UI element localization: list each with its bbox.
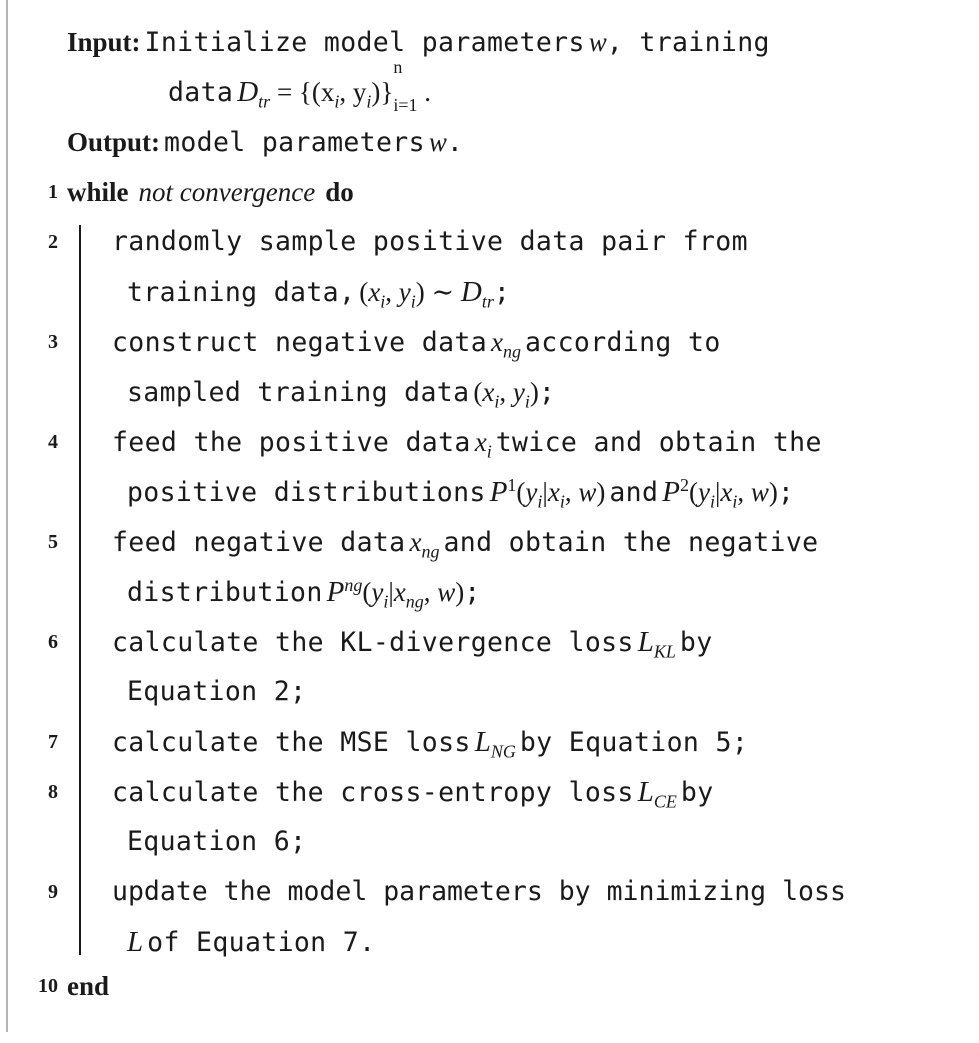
step-2-line-1: randomly sample positive data pair from bbox=[112, 226, 748, 257]
while-condition: not convergence bbox=[138, 177, 316, 207]
loop-body-bar bbox=[79, 225, 81, 955]
step-6-line-2: Equation 2; bbox=[127, 676, 307, 707]
png-formula: $P^{ng}(y_i|x_{ng}$, w) bbox=[326, 575, 465, 612]
while-line bbox=[67, 167, 354, 217]
output-w: w bbox=[428, 127, 447, 157]
input-text: Initialize model parameters bbox=[144, 27, 585, 58]
ng-loss-symbol: $L_{NG}$ bbox=[474, 726, 516, 762]
negative-data-symbol: $x_{ng}$ bbox=[491, 327, 521, 362]
input-dataset-formula: $D_{tr} = \{(x_i$, $y_i$)} n $_{i=1}$ . bbox=[237, 57, 432, 116]
line-number-4: 4 bbox=[48, 431, 58, 453]
step-9-line-1: update the model parameters by minimizing loss bbox=[112, 876, 846, 907]
input-line bbox=[67, 17, 770, 67]
step-6-line-1: calculate the KL-divergence loss $L_{KL}$ by bbox=[112, 626, 713, 662]
while-keyword: while bbox=[67, 177, 129, 207]
step-4-line-1: feed the positive data $x_i$ twice and obtain the bbox=[112, 427, 822, 462]
positive-data-symbol: $x_i$ bbox=[474, 427, 492, 462]
negative-data-symbol-2: $x_{ng}$ bbox=[409, 527, 440, 562]
line-number-6: 6 bbox=[48, 631, 58, 653]
line-number-8: 8 bbox=[48, 781, 58, 803]
output-label: Output: bbox=[67, 127, 161, 157]
step-9-line-2: L of Equation 7. bbox=[127, 926, 376, 958]
output-text: model parameters bbox=[164, 127, 425, 158]
input-text-2: , training bbox=[606, 27, 770, 58]
line-number-5: 5 bbox=[48, 531, 58, 553]
line-number-9: 9 bbox=[48, 881, 58, 903]
input-w: w bbox=[588, 27, 607, 57]
end-line bbox=[67, 961, 109, 1011]
line-number-1: 1 bbox=[48, 181, 58, 203]
end-keyword: end bbox=[67, 971, 110, 1001]
input-label: Input: bbox=[67, 27, 141, 57]
output-end: . bbox=[446, 127, 464, 158]
line-number-3: 3 bbox=[48, 331, 58, 353]
step-8-line-1: calculate the cross-entropy loss $L_{CE}$ by bbox=[112, 776, 714, 812]
step-5-line-2: distribution $P^{ng}(y_i|x_{ng}$, w); bbox=[127, 575, 481, 612]
output-line bbox=[67, 117, 463, 167]
line-number-2: 2 bbox=[48, 231, 58, 253]
step-3-line-2: sampled training data ($x_i$, $y_i$); bbox=[127, 377, 556, 412]
total-loss-symbol: L bbox=[127, 926, 144, 958]
p2-formula: $P^2(y_i|x_i$, w) bbox=[662, 475, 778, 512]
step-2-line-2: training data, ($x_i$, $y_i$) ∼ $D_{tr}$; bbox=[127, 276, 511, 312]
sample-formula: ($x_i$, $y_i$) ∼ $D_{tr}$ bbox=[359, 276, 494, 312]
kl-loss-symbol: $L_{KL}$ bbox=[637, 626, 676, 662]
left-margin-rule bbox=[6, 0, 8, 1032]
ce-loss-symbol: $L_{CE}$ bbox=[637, 776, 677, 812]
step-5-line-1: feed negative data $x_{ng}$ and obtain the negative bbox=[112, 527, 819, 562]
sampled-pair-formula: ($x_i$, $y_i$) bbox=[473, 377, 539, 412]
step-4-line-2: positive distributions $P^1(y_i|x_i$, w) and $P^2(y_i|x_i$, w); bbox=[127, 475, 795, 512]
line-number-7: 7 bbox=[48, 731, 58, 753]
input-data-word: data bbox=[168, 77, 234, 108]
input-line-2 bbox=[168, 57, 432, 117]
step-3-line-1: construct negative data $x_{ng}$ according to bbox=[112, 327, 721, 362]
step-7-line-1: calculate the MSE loss $L_{NG}$ by Equation 5; bbox=[112, 726, 749, 762]
do-keyword: do bbox=[325, 177, 354, 207]
p1-formula: $P^1(y_i|x_i$, w) bbox=[489, 475, 606, 512]
step-8-line-2: Equation 6; bbox=[127, 826, 307, 857]
line-number-10: 10 bbox=[38, 975, 58, 997]
